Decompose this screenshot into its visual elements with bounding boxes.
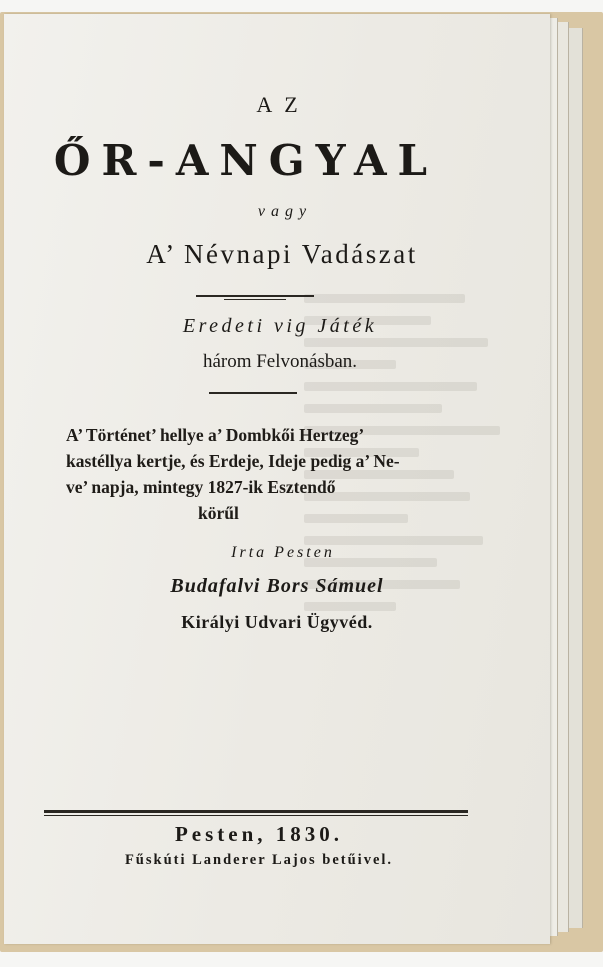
setting-line: kastéllya kertje, és Erdeje, Ideje pedig a’ Ne- bbox=[66, 451, 400, 471]
setting-line: körűl bbox=[198, 503, 239, 523]
divider-rule bbox=[224, 299, 286, 300]
acts-line: három Felvonásban. bbox=[202, 351, 358, 372]
author-office: Királyi Udvari Ügyvéd. bbox=[181, 612, 373, 632]
title-connector: vagy bbox=[257, 203, 313, 220]
title-page bbox=[4, 14, 550, 944]
title-prefix: AZ bbox=[256, 92, 310, 117]
divider-rule bbox=[209, 392, 297, 394]
genre-line: Eredeti vig Játék bbox=[182, 315, 378, 337]
imprint-rule bbox=[44, 810, 468, 813]
setting-line: ve’ napja, mintegy 1827-ik Esztendő bbox=[66, 477, 336, 497]
written-in-line: Irta Pesten bbox=[231, 544, 335, 561]
subtitle: A’ Névnapi Vadászat bbox=[146, 239, 418, 269]
printer-line: Fűskúti Landerer Lajos betűivel. bbox=[124, 852, 394, 868]
setting-line: A’ Történet’ hellye a’ Dombkői Hertzeg’ bbox=[66, 425, 365, 445]
author-name: Budafalvi Bors Sámuel bbox=[170, 575, 384, 597]
setting-paragraph bbox=[66, 422, 506, 526]
place-and-year: Pesten, 1830. bbox=[174, 822, 344, 846]
imprint-rule bbox=[44, 815, 468, 816]
main-title: ŐR-ANGYAL bbox=[53, 136, 439, 185]
divider-rule bbox=[196, 295, 314, 297]
